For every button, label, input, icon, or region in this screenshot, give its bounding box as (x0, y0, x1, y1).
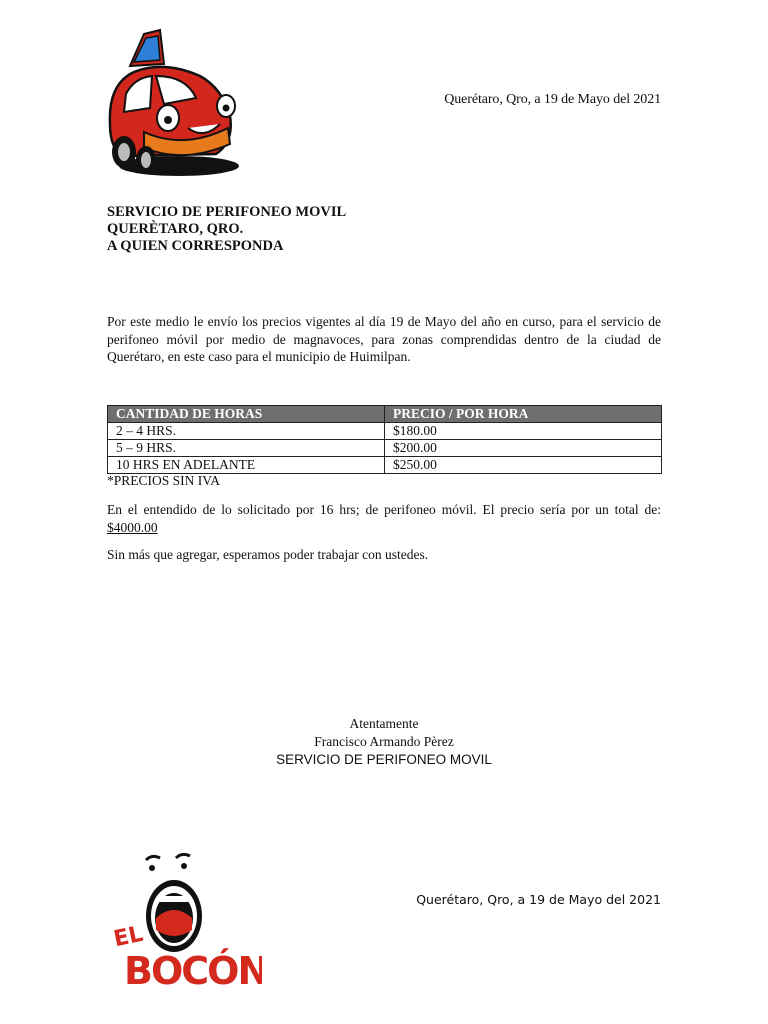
recipient-salutation: A QUIEN CORRESPONDA (107, 238, 284, 254)
letter-date: Querétaro, Qro, a 19 de Mayo del 2021 (444, 92, 661, 107)
closing-sentence: Sin más que agregar, esperamos poder trabajar con ustedes. (107, 547, 429, 562)
hours-cell: 2 – 4 HRS. (108, 423, 385, 440)
total-amount: $4000.00 (107, 520, 158, 535)
hours-cell: 10 HRS EN ADELANTE (108, 457, 385, 474)
price-table-header-row (108, 406, 662, 423)
recipient-company: SERVICIO DE PERIFONEO MOVIL (107, 204, 347, 220)
price-cell: $250.00 (385, 457, 662, 474)
total-text: En el entendido de lo solicitado por 16 hrs; de perifoneo móvil. El precio sería por un total de: (107, 502, 661, 517)
signature-company: SERVICIO DE PERIFONEO MOVIL (276, 752, 492, 767)
column-header-price: PRECIO / POR HORA (385, 406, 662, 423)
signature-name: Francisco Armando Pèrez (314, 734, 454, 749)
signature-greeting: Atentamente (349, 716, 419, 731)
footer-date: Querétaro, Qro, a 19 de Mayo del 2021 (416, 892, 661, 907)
logo-text-el: EL (112, 921, 146, 953)
recipient-block (107, 204, 346, 255)
column-header-hours: CANTIDAD DE HORAS (108, 406, 385, 423)
logo-text-bocon: BOCÓN (124, 949, 262, 992)
table-row (108, 440, 662, 457)
table-row (108, 457, 662, 474)
hours-cell: 5 – 9 HRS. (108, 440, 385, 457)
tax-note: *PRECIOS SIN IVA (107, 473, 221, 488)
signature-block (0, 715, 768, 769)
price-cell: $200.00 (385, 440, 662, 457)
recipient-city: QUERÈTARO, QRO. (107, 221, 244, 237)
intro-paragraph: Por este medio le envío los precios vigentes al día 19 de Mayo del año en curso, para el servicio de perifoneo móvil por medio de magnavoces, para zonas comprendidas dentro de la ciudad de Querétaro, en este caso para el municipio de Huimilpan. (107, 314, 661, 364)
total-paragraph (107, 501, 661, 537)
car-logo-icon (104, 24, 240, 180)
el-bocon-logo-icon (112, 852, 262, 992)
table-row (108, 423, 662, 440)
price-cell: $180.00 (385, 423, 662, 440)
price-table (107, 405, 662, 474)
